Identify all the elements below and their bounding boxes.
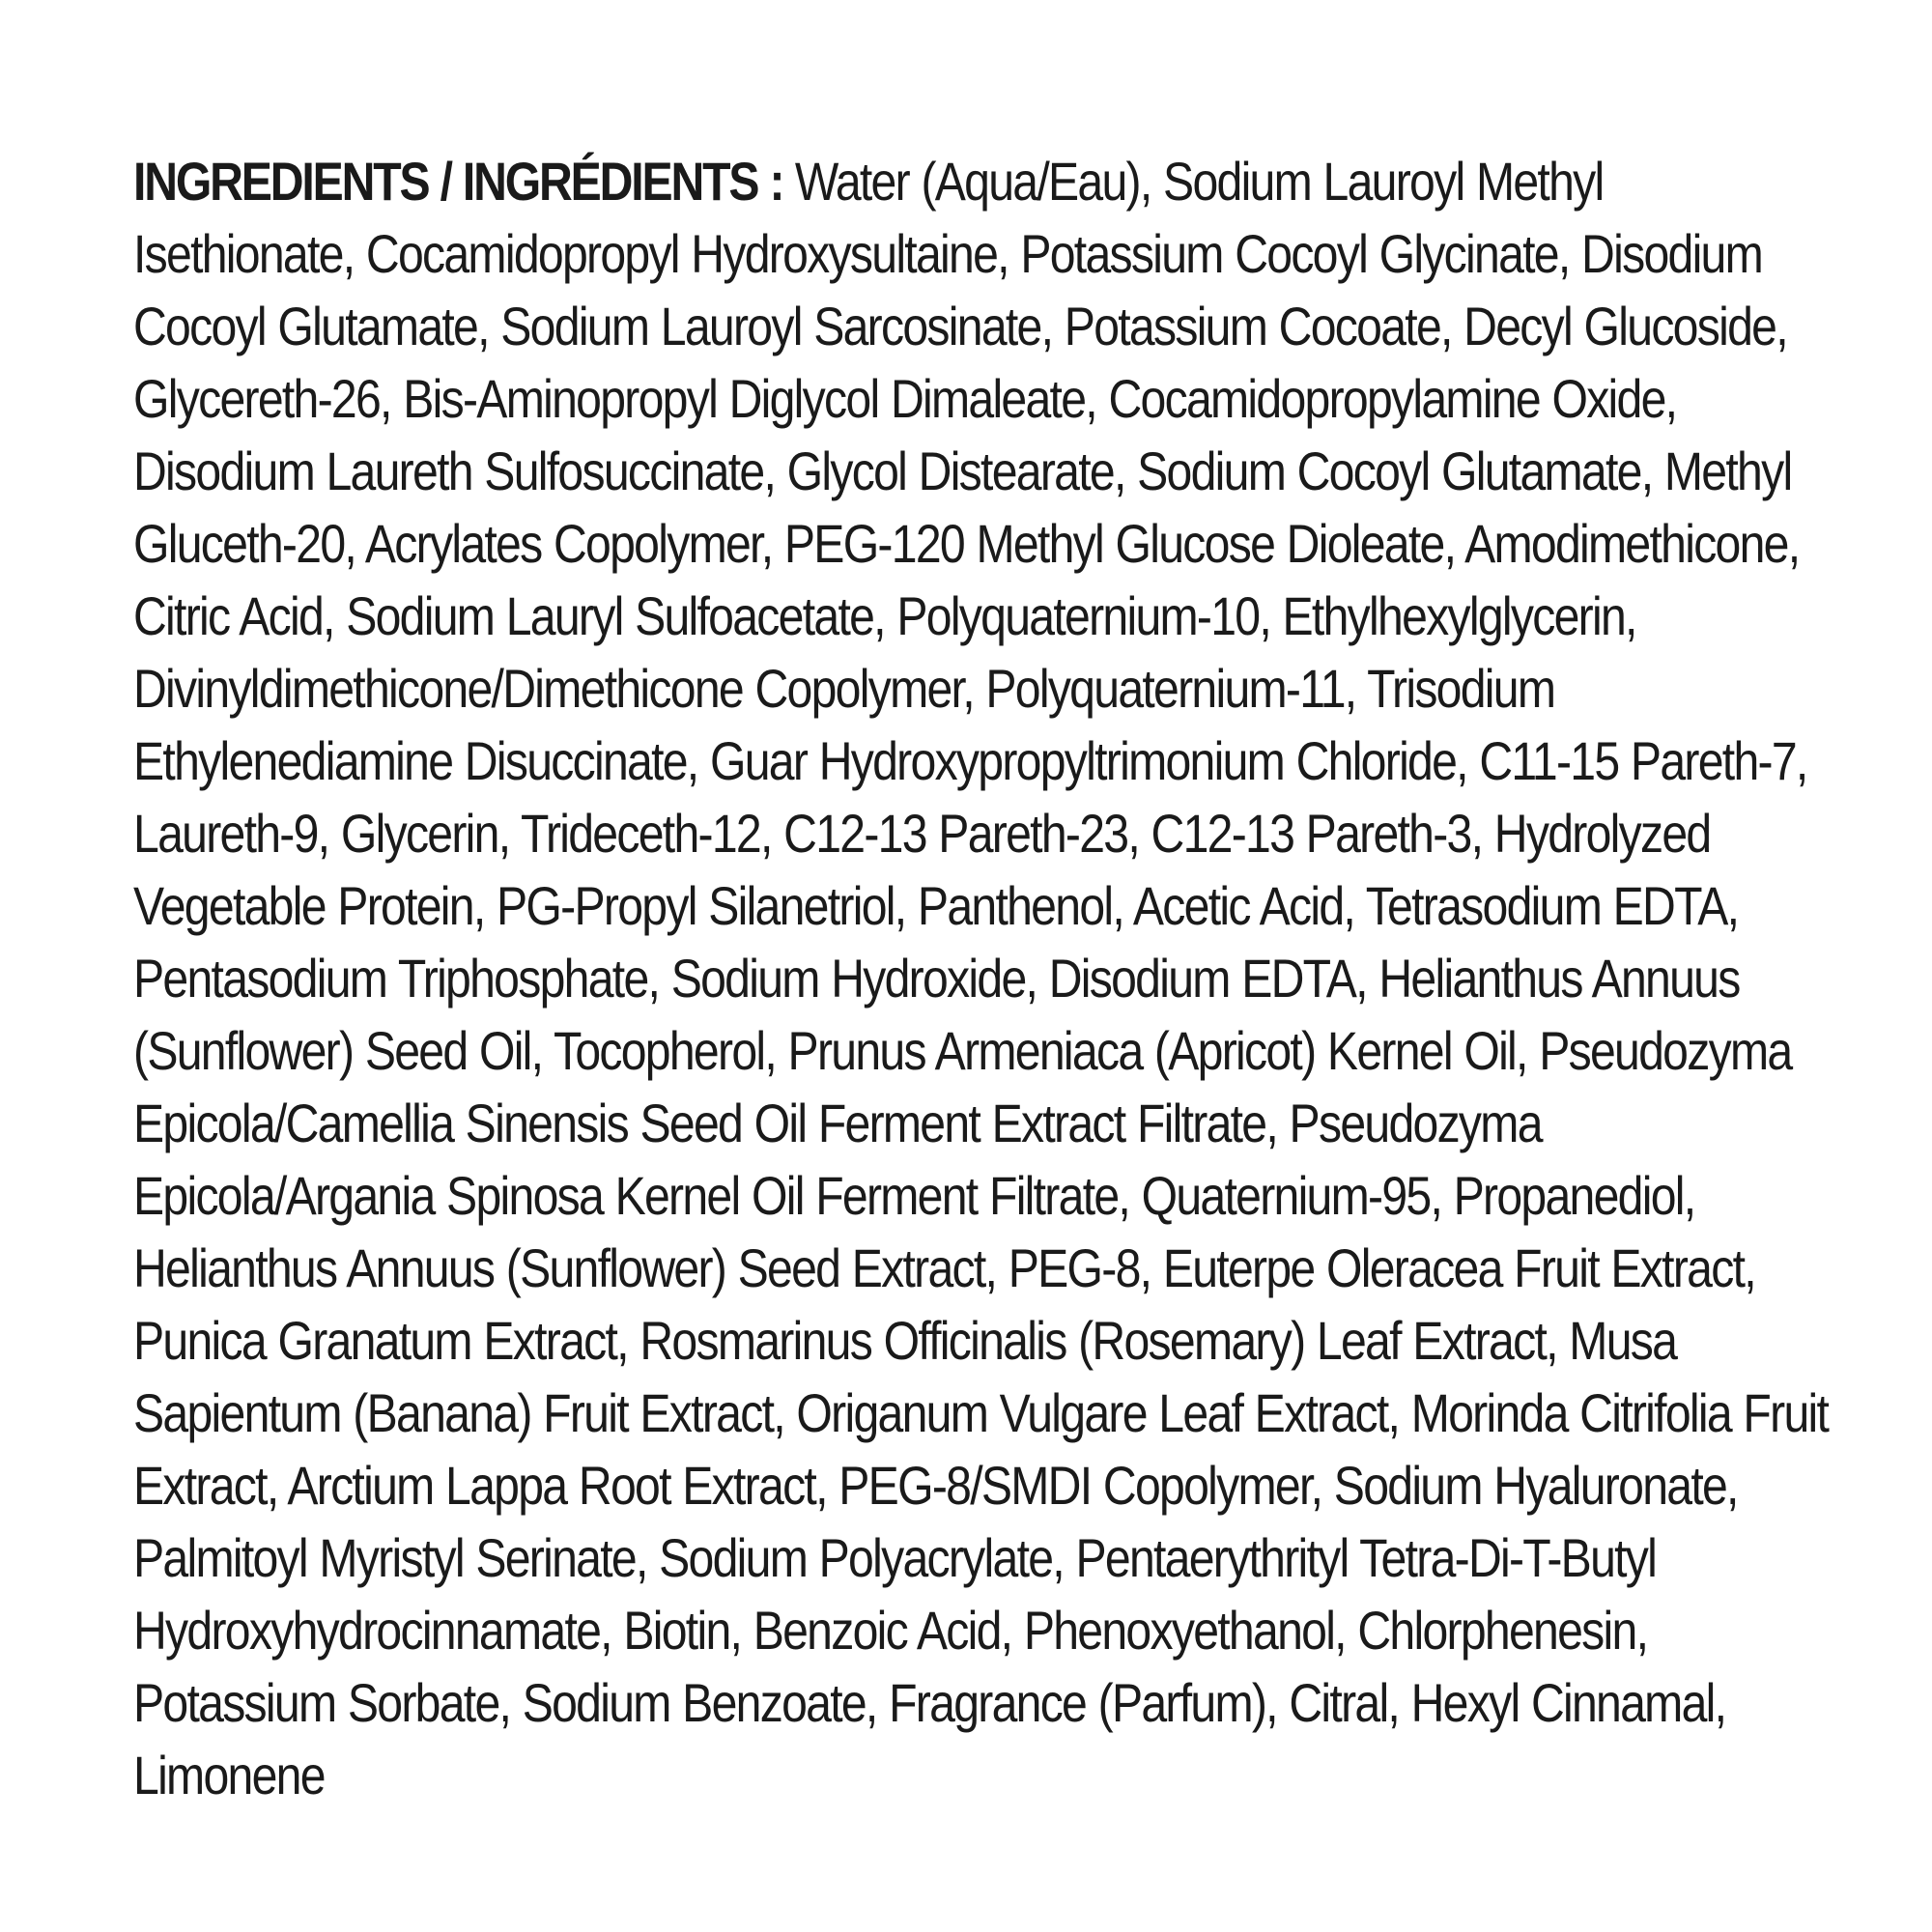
ingredients-heading: INGREDIENTS / INGRÉDIENTS : (133, 151, 783, 212)
ingredients-list: Water (Aqua/Eau), Sodium Lauroyl Methyl Isethionate, Cocamidopropyl Hydroxysultaine, Potassium Cocoyl Glycinate, Disodium Cocoyl Glutamate, Sodium Lauroyl Sarcosinate, Potassium Cocoate, Decyl Glucoside, Glycereth-26, Bis-Aminopropyl Diglycol Dimaleate, Cocamidopropylamine Oxide, Disodium Laureth Sulfosuccinate, Glycol Distearate, Sodium Cocoyl Glutamate, Methyl Gluceth-20, Acrylates Copolymer, PEG-120 Methyl Glucose Dioleate, Amodimethicone, Citric Acid, Sodium Lauryl Sulfoacetate, Polyquaternium-10, Ethylhexylglycerin, Divinyldimethicone/Dimethicone Copolymer, Polyquaternium-11, Trisodium Ethylenediamine Disuccinate, Guar Hydroxypropyltrimonium Chloride, C11-15 Pareth-7, Laureth-9, Glycerin, Trideceth-12, C12-13 Pareth-23, C12-13 Pareth-3, Hydrolyzed Vegetable Protein, PG-Propyl Silanetriol, Panthenol, Acetic Acid, Tetrasodium EDTA, Pentasodium Triphosphate, Sodium Hydroxide, Disodium EDTA, Helianthus Annuus (Sunflower) Seed Oil, Tocopherol, Prunus Armeniaca (Apricot) Kernel Oil, Pseudozyma Epicola/Camellia Sinensis Seed Oil Ferment Extract Filtrate, Pseudozyma Epicola/Argania Spinosa Kernel Oil Ferment Filtrate, Quaternium-95, Propanediol, Helianthus Annuus (Sunflower) Seed Extract, PEG-8, Euterpe Oleracea Fruit Extract, Punica Granatum Extract, Rosmarinus Officinalis (Rosemary) Leaf Extract, Musa Sapientum (Banana) Fruit Extract, Origanum Vulgare Leaf Extract, Morinda Citrifolia Fruit Extract, Arctium Lappa Root Extract, PEG-8/SMDI Copolymer, Sodium Hyaluronate, Palmitoyl Myristyl Serinate, Sodium Polyacrylate, Pentaerythrityl Tetra-Di-T-Butyl Hydroxyhydrocinnamate, Biotin, Benzoic Acid, Phenoxyethanol, Chlorphenesin, Potassium Sorbate, Sodium Benzoate, Fragrance (Parfum), Citral, Hexyl Cinnamal, Limonene (133, 151, 1829, 1805)
ingredients-paragraph (133, 145, 1833, 1811)
ingredients-label (133, 145, 1833, 1805)
